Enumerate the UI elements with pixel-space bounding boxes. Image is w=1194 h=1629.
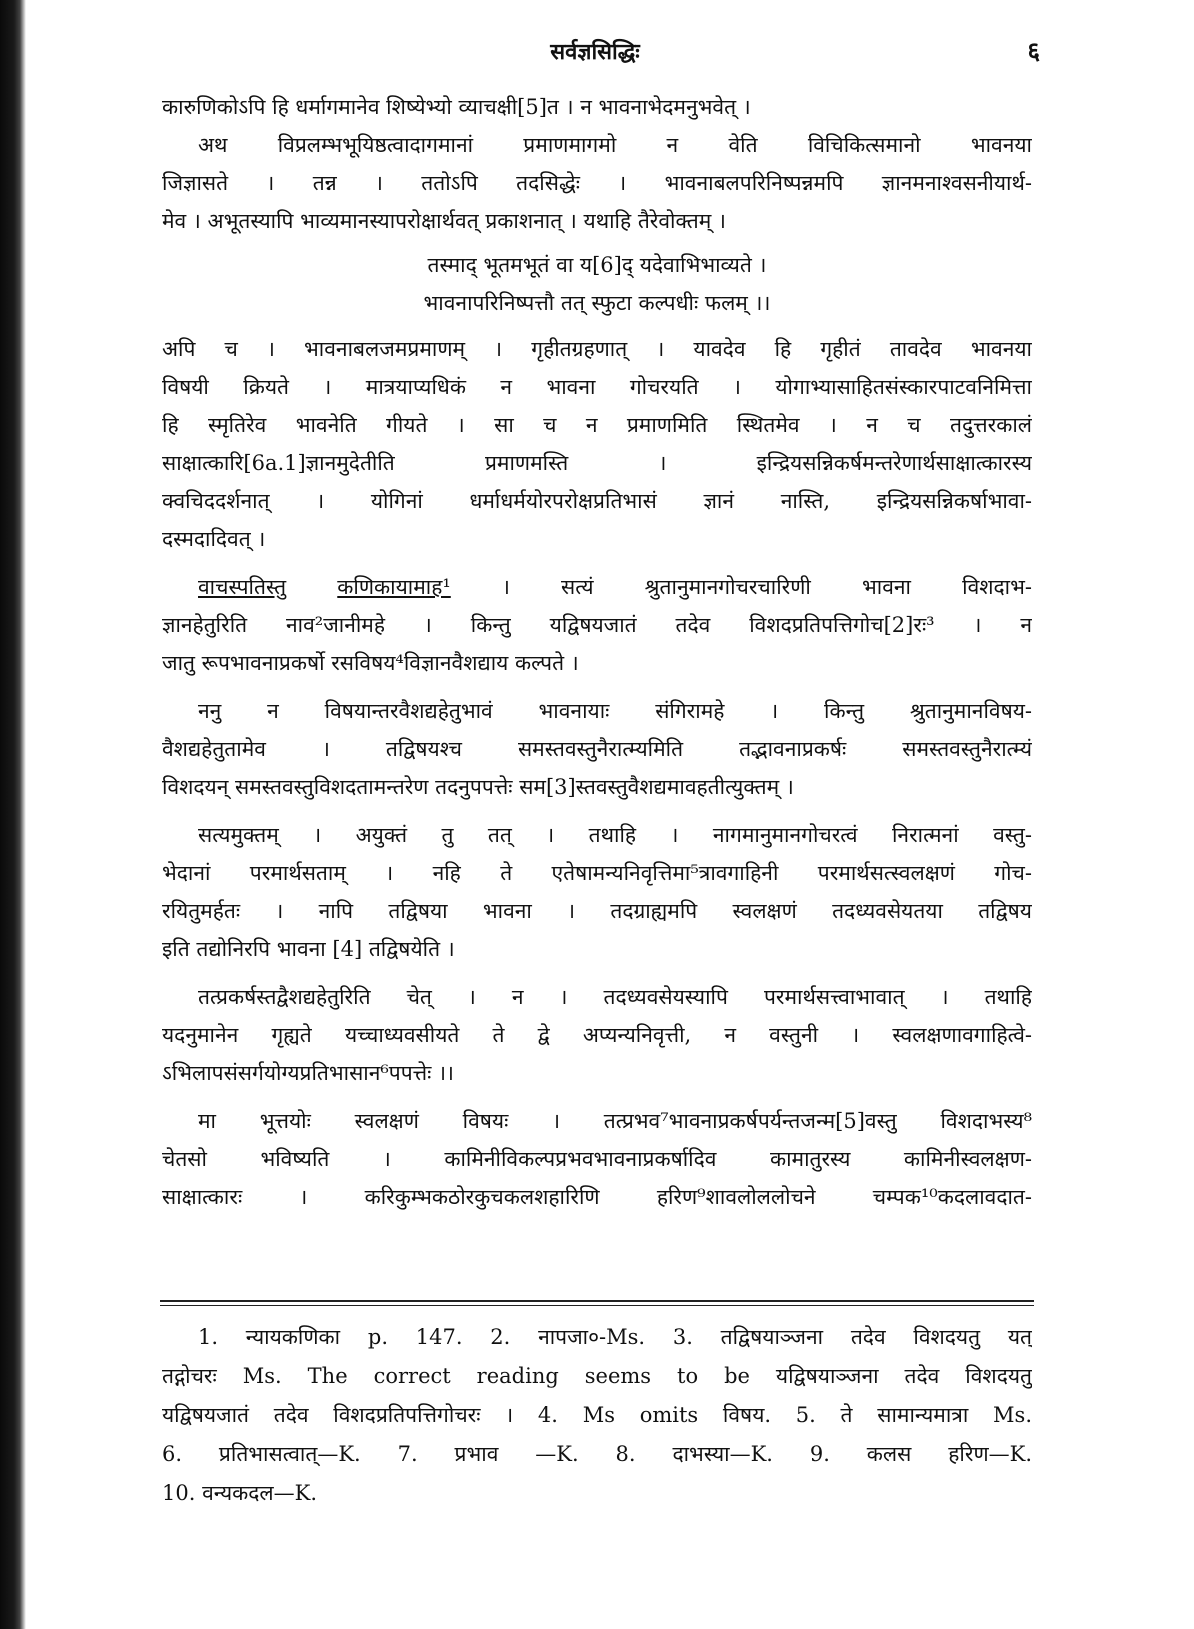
text-line: जिज्ञासते । तन्न । ततोऽपि तदसिद्धेः । भावनाबलपरिनिष्पन्नमपि ज्ञानमनाश्वसनीयार्थ- [162, 171, 1032, 195]
text-line: तत्प्रकर्षस्तद्वैशद्यहेतुरिति चेत् । न । तदध्यवसेयस्यापि परमार्थसत्त्वाभावात् । तथाहि [198, 985, 1032, 1009]
text-line: साक्षात्कारि[6a.1]ज्ञानमुदेतीति प्रमाणमस्ति । इन्द्रियसन्निकर्षमन्तरेणार्थसाक्षात्कारस्य [162, 451, 1032, 475]
footnote-line: 6. प्रतिभासत्वात्—K. 7. प्रभाव —K. 8. दाभस्या—K. 9. कलस हरिण—K. [162, 1442, 1032, 1466]
footnote-divider [160, 1300, 1034, 1302]
footnote-divider [160, 1305, 1034, 1306]
text-line: इति तद्योनिरपि भावना [4] तद्विषयेति । [162, 937, 455, 961]
text-line: भेदानां परमार्थसताम् । नहि ते एतेषामन्यनिवृत्तिमा⁵त्रावगाहिनी परमार्थसत्स्वलक्षणं गोच- [162, 861, 1032, 885]
text-line: रयितुमर्हतः । नापि तद्विषया भावना । तदग्राह्यमपि स्वलक्षणं तदध्यवसेयतया तद्विषय [162, 899, 1032, 923]
text-line: अथ विप्रलम्भभूयिष्ठत्वादागमानां प्रमाणमागमो न वेति विचिकित्समानो भावनया [198, 133, 1032, 157]
text-line: कारुणिकोऽपि हि धर्मागमानेव शिष्येभ्यो व्याचक्षी[5]त । न भावनाभेदमनुभवेत् । [162, 95, 751, 119]
work-title: कणिकायामाह¹ [337, 575, 451, 599]
text-line: विषयी क्रियते । मात्रयाप्यधिकं न भावना गोचरयति । योगाभ्यासाहितसंस्कारपाटवनिमित्ता [162, 375, 1032, 399]
text-line: सत्यमुक्तम् । अयुक्तं तु तत् । तथाहि । नागमानुमानगोचरत्वं निरात्मनां वस्तु- [198, 823, 1032, 847]
text-line: ऽभिलापसंसर्गयोग्यप्रतिभासान⁶पपत्तेः ।। [162, 1061, 454, 1085]
author-name: वाचस्पतिस्तु [198, 575, 287, 599]
text-line: मा भूत्तयोः स्वलक्षणं विषयः । तत्प्रभव⁷भावनाप्रकर्षपर्यन्तजन्म[5]वस्तु विशदाभस्य⁸ [198, 1109, 1032, 1133]
verse-block [162, 246, 1032, 322]
text-line: मेव । अभूतस्यापि भाव्यमानस्यापरोक्षार्थवत् प्रकाशनात् । यथाहि तैरेवोक्तम् । [162, 209, 726, 233]
book-spine-shadow [0, 0, 26, 1629]
footnote-line: 1. न्यायकणिका p. 147. 2. नापजा०-Ms. 3. तद्विषयाञ्जना तदेव विशदयतु यत् [198, 1325, 1032, 1349]
text-line: जातु रूपभावनाप्रकर्षो रसविषय⁴विज्ञानवैशद्याय कल्पते । [162, 651, 579, 675]
text-line: यदनुमानेन गृह्यते यच्चाध्यवसीयते ते द्वे अप्यन्यनिवृत्ती, न वस्तुनी । स्वलक्षणावगाहित्वे- [162, 1023, 1032, 1047]
text-line [162, 568, 1032, 606]
text-line: अपि च । भावनाबलजमप्रमाणम् । गृहीतग्रहणात् । यावदेव हि गृहीतं तावदेव भावनया [162, 337, 1032, 361]
text-line: ज्ञानहेतुरिति नाव²जानीमहे । किन्तु यद्विषयजातं तदेव विशदप्रतिपत्तिगोच[2]रः³ । न [162, 613, 1032, 637]
text-line: दस्मदादिवत् । [162, 527, 266, 551]
main-text [162, 88, 1032, 1216]
text-line: विशदयन् समस्तवस्तुविशदतामन्तरेण तदनुपपत्तेः सम[3]स्तवस्तुवैशद्यमावहतीत्युक्तम् । [162, 775, 794, 799]
text-span: । सत्यं श्रुतानुमानगोचरचारिणी भावना विशदाभ- [501, 575, 1032, 599]
footnote-line: 10. वन्यकदल—K. [162, 1481, 318, 1505]
verse-line: तस्माद् भूतमभूतं वा य[6]द् यदेवाभिभाव्यते । [427, 253, 767, 277]
text-line: वैशद्यहेतुतामेव । तद्विषयश्च समस्तवस्तुनैरात्म्यमिति तद्भावनाप्रकर्षः समस्तवस्तुनैरात्म्यं [162, 737, 1032, 761]
text-line: साक्षात्कारः । करिकुम्भकठोरकुचकलशहारिणि हरिण⁹शावलोललोचने चम्पक¹⁰कदलावदात- [162, 1185, 1032, 1209]
text-line: हि स्मृतिरेव भावनेति गीयते । सा च न प्रमाणमिति स्थितमेव । न च तदुत्तरकालं [162, 413, 1032, 437]
footnotes [162, 1318, 1032, 1513]
footnote-line: यद्विषयजातं तदेव विशदप्रतिपत्तिगोचरः । 4. Ms omits विषय. 5. ते सामान्यमात्रा Ms. [162, 1403, 1032, 1427]
text-line: चेतसो भविष्यति । कामिनीविकल्पप्रभवभावनाप्रकर्षादिव कामातुरस्य कामिनीस्वलक्षण- [162, 1147, 1032, 1171]
page-number: ६ [1027, 36, 1040, 65]
running-title: सर्वज्ञसिद्धिः [550, 39, 640, 65]
text-line: ननु न विषयान्तरवैशद्यहेतुभावं भावनायाः संगिरामहे । किन्तु श्रुतानुमानविषय- [198, 699, 1032, 723]
footnote-line: तद्गोचरः Ms. The correct reading seems to be यद्विषयाञ्जना तदेव विशदयतु [162, 1364, 1032, 1388]
verse-line: भावनापरिनिष्पत्तौ तत् स्फुटा कल्पधीः फलम् ।। [423, 291, 771, 315]
page-header [150, 32, 1040, 72]
text-line: क्वचिददर्शनात् । योगिनां धर्माधर्मयोरपरोक्षप्रतिभासं ज्ञानं नास्ति, इन्द्रियसन्निकर्षाभावा- [162, 489, 1032, 513]
